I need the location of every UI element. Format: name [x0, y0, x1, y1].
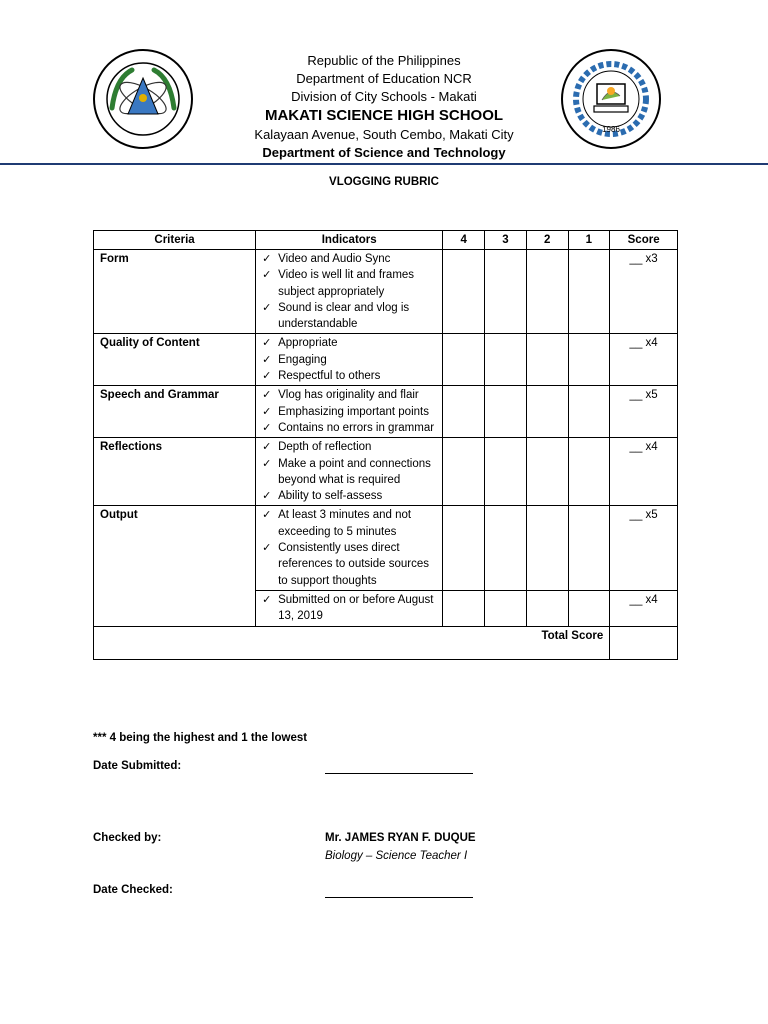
rating-cell	[485, 334, 527, 386]
checkmark-icon: ✓	[262, 441, 272, 454]
rating-cell	[526, 590, 568, 626]
rating-cell	[526, 250, 568, 334]
date-submitted-label: Date Submitted:	[93, 760, 182, 772]
indicator-text: Submitted on or before August 13, 2019	[278, 593, 434, 623]
checkmark-icon: ✓	[262, 269, 272, 282]
checkmark-icon: ✓	[262, 405, 272, 418]
indicator-text: Engaging	[278, 353, 327, 366]
indicators-cell	[256, 250, 443, 334]
table-header-row	[94, 231, 678, 250]
checkmark-icon: ✓	[262, 421, 272, 434]
total-row	[94, 626, 678, 659]
indicators-cell	[256, 590, 443, 626]
date-submitted-line	[325, 773, 473, 774]
indicator-item	[262, 592, 436, 625]
score-multiplier: __ x5	[610, 386, 678, 438]
checkmark-icon: ✓	[262, 353, 272, 366]
rating-cell	[485, 506, 527, 590]
indicator-list	[262, 507, 436, 588]
seal-year: 1986	[602, 125, 620, 134]
date-checked-line	[325, 897, 473, 898]
indicator-text: Depth of reflection	[278, 441, 372, 454]
checkmark-icon: ✓	[262, 490, 272, 503]
total-score-label: Total Score	[94, 626, 610, 659]
checkmark-icon: ✓	[262, 389, 272, 402]
indicator-item	[262, 251, 436, 267]
date-checked-label: Date Checked:	[93, 884, 173, 896]
rating-cell	[443, 386, 485, 438]
indicator-item	[262, 404, 436, 420]
rating-cell	[568, 386, 610, 438]
rating-cell	[526, 506, 568, 590]
indicator-item	[262, 387, 436, 403]
indicator-text: Video is well lit and frames subject appropriately	[278, 269, 415, 298]
indicator-item	[262, 456, 436, 489]
indicator-list	[262, 387, 436, 436]
indicator-item	[262, 540, 436, 589]
indicator-text: Appropriate	[278, 337, 338, 350]
table-row	[94, 506, 678, 590]
checkmark-icon: ✓	[262, 253, 272, 265]
indicator-text: Ability to self-assess	[278, 490, 383, 503]
rating-cell	[526, 334, 568, 386]
checkmark-icon: ✓	[262, 337, 272, 350]
indicator-text: Consistently uses direct references to outside sources to support thoughts	[278, 542, 429, 587]
checkmark-icon: ✓	[262, 593, 272, 606]
rating-cell	[443, 250, 485, 334]
table-row	[94, 438, 678, 506]
criteria-cell: Reflections	[94, 438, 256, 506]
school-address: Kalayaan Avenue, South Cembo, Makati City	[254, 127, 514, 142]
score-multiplier: __ x5	[610, 506, 678, 590]
indicator-text: Respectful to others	[278, 370, 381, 383]
rubric-table	[93, 230, 678, 660]
indicator-text: Emphasizing important points	[278, 405, 429, 418]
division-line: Division of City Schools - Makati	[291, 89, 477, 104]
checkmark-icon: ✓	[262, 542, 272, 555]
header-indicators: Indicators	[256, 231, 443, 250]
scale-note: *** 4 being the highest and 1 the lowest	[93, 732, 308, 744]
checkmark-icon: ✓	[262, 301, 272, 314]
score-multiplier: __ x4	[610, 438, 678, 506]
header-level-2: 2	[526, 231, 568, 250]
department-name: Department of Science and Technology	[262, 145, 506, 160]
table-row	[94, 334, 678, 386]
total-score-cell	[610, 626, 678, 659]
criteria-cell: Quality of Content	[94, 334, 256, 386]
indicator-item	[262, 267, 436, 300]
header-criteria: Criteria	[94, 231, 256, 250]
rating-cell	[443, 334, 485, 386]
checker-title: Biology – Science Teacher I	[325, 850, 468, 862]
rating-cell	[443, 590, 485, 626]
checkmark-icon: ✓	[262, 457, 272, 470]
indicator-text: Video and Audio Sync	[278, 253, 391, 265]
score-multiplier: __ x4	[610, 334, 678, 386]
checkmark-icon: ✓	[262, 370, 272, 383]
header-level-1: 1	[568, 231, 610, 250]
header-rule	[0, 163, 768, 165]
indicator-item	[262, 368, 436, 384]
indicator-item	[262, 488, 436, 504]
rating-cell	[443, 438, 485, 506]
criteria-cell: Form	[94, 250, 256, 334]
checkmark-icon: ✓	[262, 509, 272, 522]
indicator-item	[262, 300, 436, 333]
rating-cell	[568, 438, 610, 506]
rating-cell	[526, 386, 568, 438]
indicator-text: Contains no errors in grammar	[278, 421, 435, 434]
deped-line: Department of Education NCR	[296, 71, 472, 86]
table-row	[94, 250, 678, 334]
criteria-cell: Output	[94, 506, 256, 626]
rating-cell	[485, 386, 527, 438]
indicator-list	[262, 439, 436, 504]
checked-by-label: Checked by:	[93, 832, 162, 844]
rating-cell	[485, 250, 527, 334]
indicator-list	[262, 335, 436, 384]
indicators-cell	[256, 386, 443, 438]
rating-cell	[526, 438, 568, 506]
checker-name: Mr. JAMES RYAN F. DUQUE	[325, 832, 476, 844]
indicators-cell	[256, 506, 443, 590]
rating-cell	[568, 250, 610, 334]
republic-line: Republic of the Philippines	[307, 53, 461, 68]
header-level-3: 3	[485, 231, 527, 250]
indicator-item	[262, 420, 436, 436]
indicator-list	[262, 592, 436, 625]
school-name: MAKATI SCIENCE HIGH SCHOOL	[264, 107, 504, 124]
score-multiplier: __ x3	[610, 250, 678, 334]
indicators-cell	[256, 334, 443, 386]
indicator-item	[262, 439, 436, 455]
rating-cell	[485, 590, 527, 626]
table-row	[94, 386, 678, 438]
indicator-text: Vlog has originality and flair	[278, 389, 419, 402]
indicator-text: At least 3 minutes and not exceeding to 5 minutes	[278, 509, 412, 538]
letterhead	[0, 52, 768, 162]
indicator-item	[262, 352, 436, 368]
indicator-list	[262, 251, 436, 332]
rating-cell	[443, 506, 485, 590]
rating-cell	[568, 334, 610, 386]
document-title: VLOGGING RUBRIC	[329, 176, 439, 188]
indicator-text: Sound is clear and vlog is understandable	[278, 301, 410, 331]
criteria-cell: Speech and Grammar	[94, 386, 256, 438]
rating-cell	[568, 590, 610, 626]
rating-cell	[485, 438, 527, 506]
rating-cell	[568, 506, 610, 590]
header-score: Score	[610, 231, 678, 250]
indicator-item	[262, 507, 436, 540]
indicators-cell	[256, 438, 443, 506]
header-level-4: 4	[443, 231, 485, 250]
indicator-item	[262, 335, 436, 351]
score-multiplier: __ x4	[610, 590, 678, 626]
indicator-text: Make a point and connections beyond what is required	[278, 457, 431, 486]
